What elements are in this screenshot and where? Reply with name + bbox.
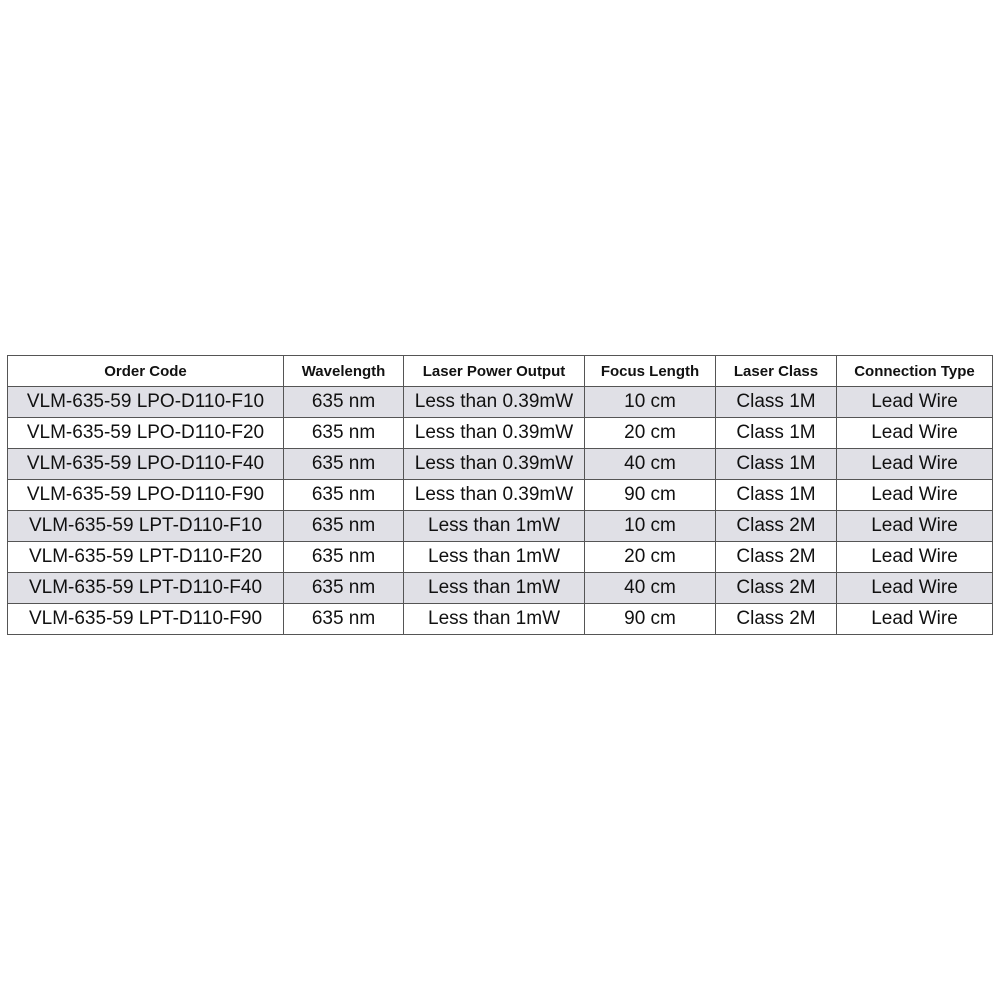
cell-order-code: VLM-635-59 LPT-D110-F10 [8, 511, 284, 542]
cell-connection-type: Lead Wire [837, 387, 993, 418]
cell-focus-length: 10 cm [585, 387, 716, 418]
cell-connection-type: Lead Wire [837, 573, 993, 604]
header-order-code: Order Code [8, 356, 284, 387]
cell-laser-power-output: Less than 0.39mW [404, 480, 585, 511]
cell-laser-class: Class 2M [716, 542, 837, 573]
cell-connection-type: Lead Wire [837, 418, 993, 449]
spec-table [7, 355, 993, 635]
cell-connection-type: Lead Wire [837, 449, 993, 480]
cell-focus-length: 40 cm [585, 449, 716, 480]
cell-wavelength: 635 nm [284, 604, 404, 635]
cell-laser-class: Class 2M [716, 604, 837, 635]
cell-focus-length: 10 cm [585, 511, 716, 542]
cell-wavelength: 635 nm [284, 449, 404, 480]
cell-laser-class: Class 1M [716, 387, 837, 418]
cell-connection-type: Lead Wire [837, 604, 993, 635]
cell-order-code: VLM-635-59 LPT-D110-F40 [8, 573, 284, 604]
header-focus-length: Focus Length [585, 356, 716, 387]
cell-connection-type: Lead Wire [837, 542, 993, 573]
cell-focus-length: 40 cm [585, 573, 716, 604]
cell-laser-class: Class 1M [716, 449, 837, 480]
header-row [8, 356, 993, 387]
table-row [8, 449, 993, 480]
header-wavelength: Wavelength [284, 356, 404, 387]
cell-wavelength: 635 nm [284, 418, 404, 449]
cell-laser-power-output: Less than 1mW [404, 573, 585, 604]
cell-order-code: VLM-635-59 LPO-D110-F40 [8, 449, 284, 480]
cell-focus-length: 90 cm [585, 480, 716, 511]
cell-laser-class: Class 1M [716, 480, 837, 511]
header-laser-class: Laser Class [716, 356, 837, 387]
cell-laser-power-output: Less than 1mW [404, 511, 585, 542]
table-row [8, 604, 993, 635]
cell-focus-length: 20 cm [585, 418, 716, 449]
cell-wavelength: 635 nm [284, 542, 404, 573]
table-row [8, 480, 993, 511]
cell-focus-length: 20 cm [585, 542, 716, 573]
table-row [8, 418, 993, 449]
cell-wavelength: 635 nm [284, 511, 404, 542]
cell-order-code: VLM-635-59 LPT-D110-F90 [8, 604, 284, 635]
cell-laser-power-output: Less than 0.39mW [404, 387, 585, 418]
cell-focus-length: 90 cm [585, 604, 716, 635]
table-row [8, 542, 993, 573]
table-row [8, 573, 993, 604]
cell-order-code: VLM-635-59 LPO-D110-F20 [8, 418, 284, 449]
cell-laser-power-output: Less than 0.39mW [404, 449, 585, 480]
header-laser-power-output: Laser Power Output [404, 356, 585, 387]
table-header [8, 356, 993, 387]
cell-connection-type: Lead Wire [837, 480, 993, 511]
cell-connection-type: Lead Wire [837, 511, 993, 542]
cell-order-code: VLM-635-59 LPO-D110-F90 [8, 480, 284, 511]
cell-laser-class: Class 2M [716, 573, 837, 604]
cell-laser-power-output: Less than 1mW [404, 542, 585, 573]
cell-wavelength: 635 nm [284, 387, 404, 418]
cell-order-code: VLM-635-59 LPO-D110-F10 [8, 387, 284, 418]
table-row [8, 511, 993, 542]
cell-laser-power-output: Less than 0.39mW [404, 418, 585, 449]
cell-laser-class: Class 2M [716, 511, 837, 542]
cell-laser-class: Class 1M [716, 418, 837, 449]
cell-order-code: VLM-635-59 LPT-D110-F20 [8, 542, 284, 573]
table-row [8, 387, 993, 418]
cell-laser-power-output: Less than 1mW [404, 604, 585, 635]
header-connection-type: Connection Type [837, 356, 993, 387]
cell-wavelength: 635 nm [284, 480, 404, 511]
cell-wavelength: 635 nm [284, 573, 404, 604]
table-body [8, 387, 993, 635]
